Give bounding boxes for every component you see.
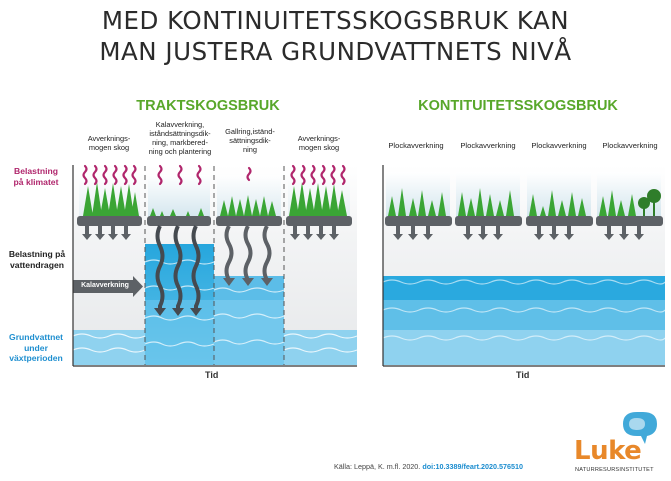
left-stage-3-thinning [216,175,282,226]
left-stage-2-label: Kalavverkning, iståndsättningsdik- ning, markbered- ning och plantering [148,120,212,156]
groundwater-label: Grundvattnet under växtperioden [9,332,63,363]
climate-load-label: Belastning på klimatet [13,166,59,187]
left-stage-3-label: Gallring,iständ- sättningsdik- ning [225,127,275,154]
right-stage-3-label: Plockavverkning [531,141,587,150]
right-axis-label: Tid [516,370,530,380]
title-line-2: MAN JUSTERA GRUNDVATTNETS NIVÅ [99,37,572,66]
right-groundwater [383,276,665,365]
right-stage-2-label: Plockavverkning [460,141,516,150]
logo-wordmark: Luke [574,436,642,466]
source-citation: Källa: Leppä, K. m.fl. 2020. doi:10.3389/feart.2020.576510 [334,462,524,471]
waterways-load-label: Belastning på vattendragen [8,249,66,270]
left-axis-label: Tid [205,370,219,380]
clearcut-arrow-label: Kalavverkning [81,282,129,289]
right-panel-heading: KONTITUITETSSKOGSBRUK [418,98,618,114]
left-stage-1-label: Avverknings- mogen skog [87,134,131,152]
right-stage-1-label: Plockavverkning [388,141,444,150]
logo-subtitle: NATURRESURSINSTITUTET [575,467,654,473]
title-line-1: MED KONTINUITETSSKOGSBRUK KAN [101,6,570,35]
left-stage-4-forest [286,175,352,226]
left-panel-heading: TRAKTSKOGSBRUK [136,98,280,114]
doi-link[interactable]: doi:10.3389/feart.2020.576510 [422,462,524,471]
left-stage-2-clearcut [147,175,211,226]
right-stage-4-label: Plockavverkning [602,141,658,150]
left-stage-4-label: Avverknings- mogen skog [297,134,341,152]
